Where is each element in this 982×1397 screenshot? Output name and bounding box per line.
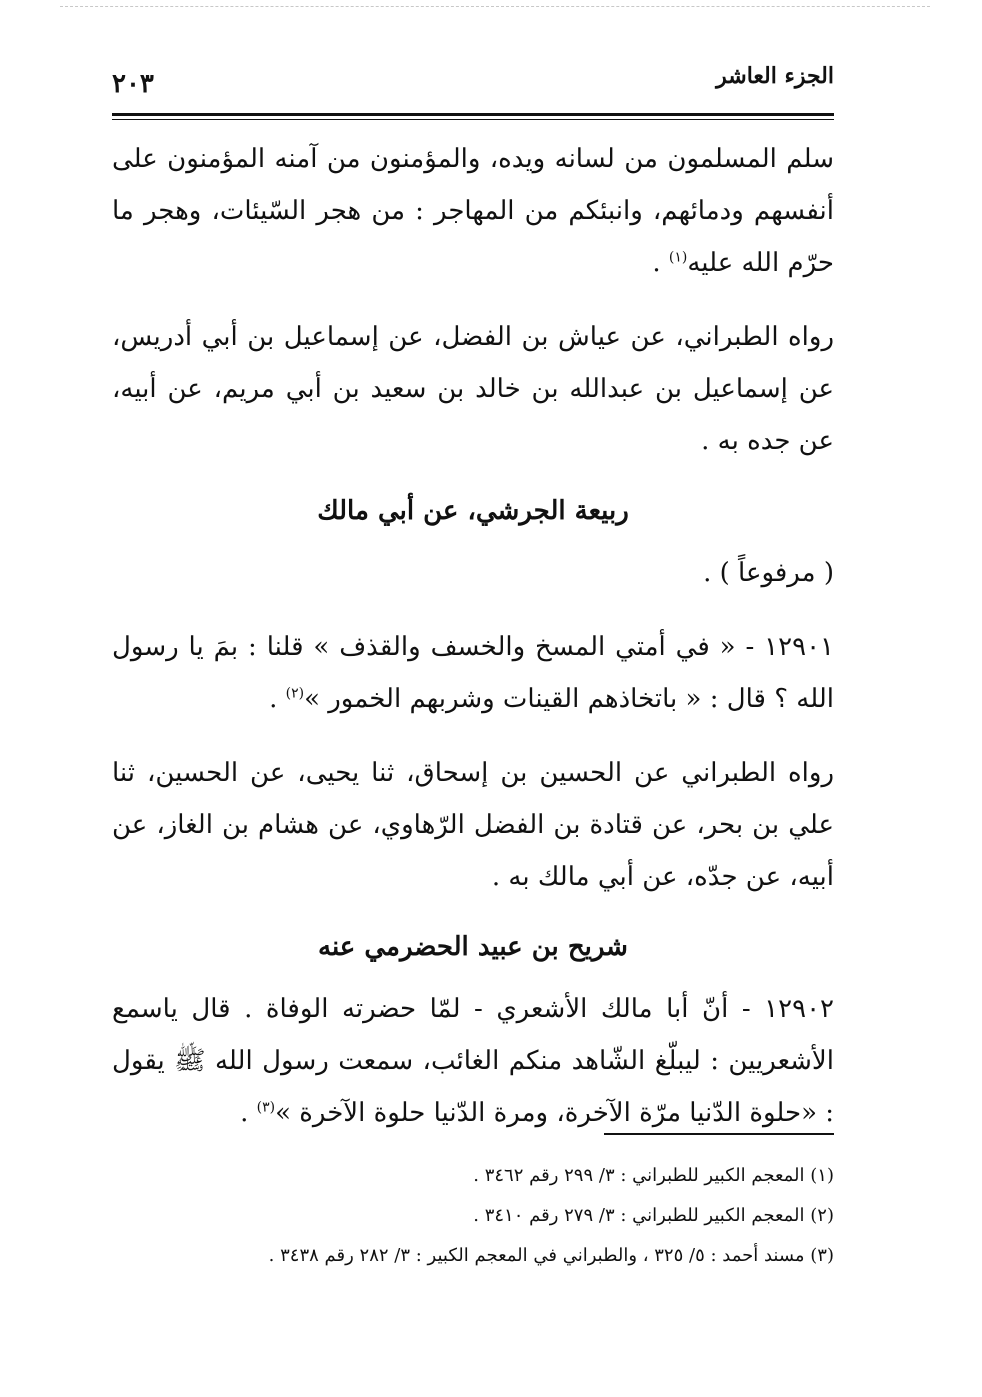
footnotes [112, 1130, 834, 1276]
scan-edge-line [60, 6, 930, 8]
running-title: الجزء العاشر [716, 63, 834, 89]
paragraph-text: ١٢٩٠١ - « في أمتي المسخ والخسف والقذف » قلنا : بمَ يا رسول الله ؟ قال : « باتخاذهم القينات وشربهم الخمور » [112, 632, 834, 714]
footnote-item: (١) المعجم الكبير للطبراني : ٣/ ٢٩٩ رقم ٣٤٦٢ . [473, 1165, 834, 1186]
book-page [112, 55, 834, 1139]
footnote-item: (٣) مسند أحمد : ٥/ ٣٢٥ ، والطبراني في المعجم الكبير : ٣/ ٢٨٢ رقم ٣٤٣٨ . [268, 1245, 834, 1266]
paragraph-isnad: رواه الطبراني، عن عياش بن الفضل، عن إسماعيل بن أبي أدريس، عن إسماعيل بن عبدالله بن خالد بن سعيد بن أبي مريم، عن أبيه، عن جده به . [112, 322, 834, 456]
footnote-rule [604, 1133, 834, 1135]
paragraph-end: . [240, 1098, 257, 1128]
main-text [112, 133, 834, 1139]
paragraph-text: سلم المسلمون من لسانه ويده، والمؤمنون من آمنه المؤمنون على أنفسهم ودمائهم، وانبئكم من المهاجر : من هجر السّيئات، وهجر ما حرّم الله عليه [112, 144, 834, 278]
footnote-ref: (٢) [285, 685, 305, 702]
paragraph-hadith-12901 [112, 621, 834, 725]
footnote-ref: (١) [668, 249, 688, 266]
page-header [112, 55, 834, 103]
paragraph-marfu: ( مرفوعاً ) . [703, 558, 834, 588]
footnote-item: (٢) المعجم الكبير للطبراني : ٣/ ٢٧٩ رقم ٣٤١٠ . [473, 1205, 834, 1226]
header-rule [112, 113, 834, 120]
section-heading-shurayh: شريح بن عبيد الحضرمي عنه [318, 932, 628, 962]
paragraph-isnad-2: رواه الطبراني عن الحسين بن إسحاق، ثنا يحيى، عن الحسين، ثنا علي بن بحر، عن قتادة بن الفضل الرّهاوي، عن هشام بن الغاز، عن أبيه، عن جدّه، عن أبي مالك به . [112, 758, 834, 892]
paragraph-text: ١٢٩٠٢ - أنّ أبا مالك الأشعري - لمّا حضرته الوفاة . قال ياسمع الأشعريين : ليبلّغ الشّاهد منكم الغائب، سمعت رسول الله ﷺ يقول : «حلوة الدّنيا مرّة الآخرة، ومرة الدّنيا حلوة الآخرة » [112, 994, 834, 1128]
section-heading-rabia: ربيعة الجرشي، عن أبي مالك [317, 496, 629, 526]
paragraph-end: . [652, 248, 669, 278]
paragraph-hadith-end [112, 133, 834, 289]
page-number: ٢٠٣ [112, 69, 154, 99]
paragraph-end: . [269, 684, 286, 714]
footnote-list [112, 1156, 834, 1276]
footnote-ref: (٣) [256, 1099, 276, 1116]
paragraph-hadith-12902 [112, 983, 834, 1139]
